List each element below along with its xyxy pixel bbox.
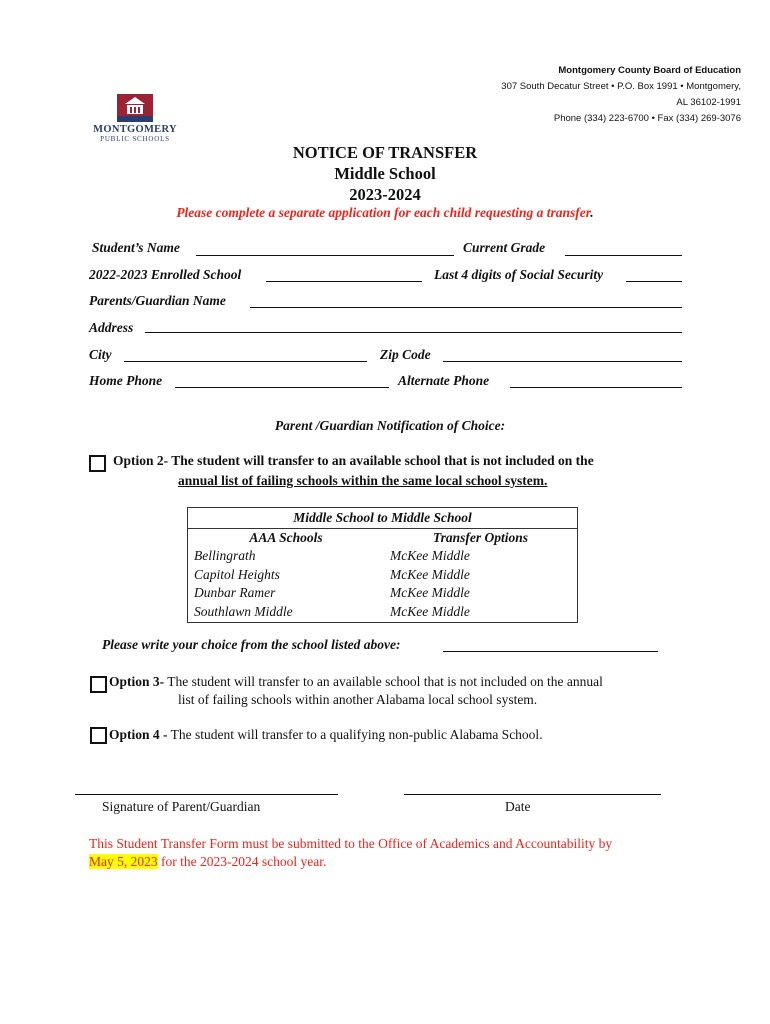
transfer-option-cell: McKee Middle (390, 566, 470, 582)
submission-notice-line1: This Student Transfer Form must be submitted to the Office of Academics and Accountability by (89, 836, 613, 851)
enrolled-school-field[interactable] (266, 281, 422, 282)
home-phone-field[interactable] (175, 387, 389, 388)
parent-signature-label: Signature of Parent/Guardian (102, 799, 261, 814)
option2-line2: annual list of failing schools within the same local school system. (178, 473, 548, 488)
alt-phone-field[interactable] (510, 387, 682, 388)
org-name: Montgomery County Board of Education (558, 65, 741, 76)
aaa-school-cell: Southlawn Middle (194, 603, 293, 619)
option3-checkbox[interactable] (90, 676, 107, 693)
student-name-field[interactable] (196, 255, 454, 256)
logo-line2: PUBLIC SCHOOLS (100, 135, 170, 143)
option4-line (109, 727, 543, 743)
option3-line2: list of failing schools within another Alabama local school system. (178, 692, 538, 707)
aaa-school-cell: Bellingrath (194, 548, 256, 564)
option3-text: The student will transfer to an available school that is not included on the annual (164, 674, 603, 689)
choice-prompt: Please write your choice from the school listed above: (102, 637, 401, 652)
transfer-options-table (187, 507, 578, 623)
transfer-option-cell: McKee Middle (390, 548, 470, 564)
address-field[interactable] (145, 332, 682, 333)
table-title: Middle School to Middle School (188, 508, 578, 529)
notification-heading: Parent /Guardian Notification of Choice: (274, 418, 506, 433)
instruction-text: Please complete a separate application for each child requesting a transfer. (176, 205, 594, 220)
ssn-last4-label: Last 4 digits of Social Security (434, 267, 604, 282)
logo-line1: MONTGOMERY (93, 124, 177, 135)
table-row (188, 566, 578, 585)
deadline-date: May 5, 2023 (89, 854, 158, 869)
org-address-line1: 307 South Decatur Street • P.O. Box 1991 • Montgomery, (501, 81, 741, 92)
org-phone: Phone (334) 223-6700 • Fax (334) 269-3076 (553, 113, 741, 124)
option3-line1 (109, 674, 603, 690)
option3-label: Option 3- (109, 674, 165, 689)
address-label: Address (89, 320, 134, 335)
city-label: City (89, 347, 112, 362)
alt-phone-label: Alternate Phone (398, 373, 490, 388)
form-subtitle: Middle School (334, 164, 436, 183)
option4-checkbox[interactable] (90, 727, 107, 744)
city-field[interactable] (124, 361, 367, 362)
current-grade-label: Current Grade (463, 240, 546, 255)
parent-name-label: Parents/Guardian Name (89, 293, 226, 308)
option2-line1: Option 2- The student will transfer to an available school that is not included on the (113, 453, 594, 468)
zip-label: Zip Code (380, 347, 431, 362)
form-title: NOTICE OF TRANSFER (292, 143, 478, 162)
submission-notice-line2: for the 2023-2024 school year. (157, 854, 327, 869)
date-label: Date (505, 799, 531, 814)
org-address-line2: AL 36102-1991 (676, 97, 741, 108)
schoolhouse-icon (90, 91, 180, 125)
school-year: 2023-2024 (349, 185, 421, 204)
parent-signature-line[interactable] (75, 794, 338, 795)
zip-field[interactable] (443, 361, 682, 362)
aaa-school-cell: Capitol Heights (194, 566, 280, 582)
col-header-aaa-schools: AAA Schools (249, 529, 323, 545)
transfer-option-cell: McKee Middle (390, 603, 470, 619)
option4-label: Option 4 - (109, 727, 168, 742)
home-phone-label: Home Phone (89, 373, 163, 388)
current-grade-field[interactable] (565, 255, 682, 256)
date-line[interactable] (404, 794, 661, 795)
parent-name-field[interactable] (250, 307, 682, 308)
col-header-transfer-options: Transfer Options (432, 529, 529, 545)
choice-field[interactable] (443, 651, 658, 652)
ssn-last4-field[interactable] (626, 281, 682, 282)
table-row (188, 584, 578, 603)
table-row (188, 603, 578, 622)
option4-text: The student will transfer to a qualifying non-public Alabama School. (167, 727, 543, 742)
table-row (188, 547, 578, 566)
option2-checkbox[interactable] (89, 455, 106, 472)
transfer-option-cell: McKee Middle (390, 585, 470, 601)
school-logo (90, 91, 180, 143)
student-name-label: Student’s Name (92, 240, 180, 255)
aaa-school-cell: Dunbar Ramer (194, 585, 276, 601)
enrolled-school-label: 2022-2023 Enrolled School (89, 267, 242, 282)
submission-notice (89, 835, 729, 871)
